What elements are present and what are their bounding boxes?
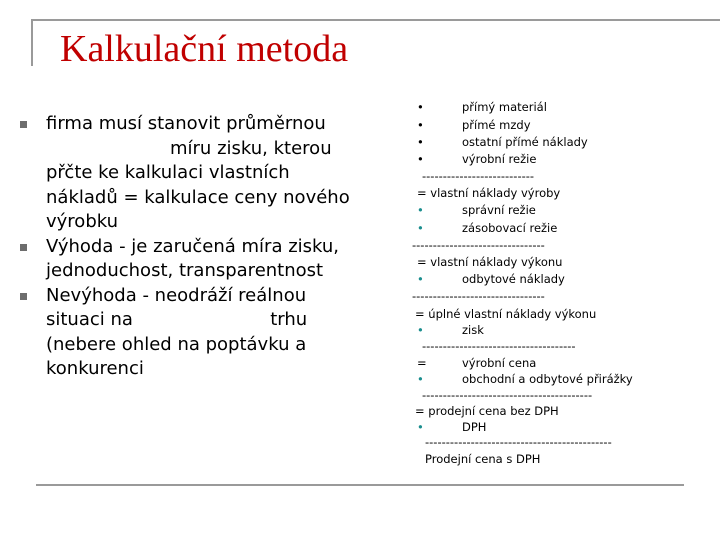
square-bullet-icon xyxy=(20,293,27,300)
bullet-line: situaci na trhu xyxy=(46,309,308,330)
bullet-line: jednoduchost, transparentnost xyxy=(46,260,324,281)
calc-row: = prodejní cena bez DPH xyxy=(415,404,559,418)
bullet-line: (nebere ohled na poptávku a xyxy=(46,333,307,355)
calc-row: přímé mzdy xyxy=(462,118,531,132)
frame-bottom-line xyxy=(36,484,684,486)
bullet-line: Výhoda - je zaručená míra zisku, xyxy=(46,235,340,257)
bullet-line: míru zisku, kterou xyxy=(170,137,332,159)
bullet-line: nákladů = kalkulace ceny nového xyxy=(46,186,350,208)
bullet-dot-icon: • xyxy=(417,323,424,337)
calc-row: zásobovací režie xyxy=(462,221,558,235)
square-bullet-icon xyxy=(20,121,27,128)
calc-row: DPH xyxy=(462,420,487,434)
calc-row: obchodní a odbytové přirážky xyxy=(462,372,633,386)
bullet-line: firma musí stanovit průměrnou xyxy=(46,113,326,134)
slide-title: Kalkulační metoda xyxy=(60,28,349,70)
bullet-dot-icon: • xyxy=(417,221,424,235)
bullet-dot-icon: • xyxy=(417,420,424,434)
calc-row: ostatní přímé náklady xyxy=(462,135,588,149)
bullet-item xyxy=(20,112,360,235)
bullet-line: konkurenci xyxy=(46,358,144,379)
calc-row: = vlastní náklady výkonu xyxy=(417,255,563,269)
separator-line: ------------------------------------- xyxy=(422,339,576,353)
bullet-line: výrobku xyxy=(46,211,119,232)
calc-row: = vlastní náklady výroby xyxy=(417,186,561,200)
square-bullet-icon xyxy=(20,244,27,251)
bullet-item xyxy=(20,284,360,382)
bullet-dot-icon: • xyxy=(417,100,424,114)
bullet-dot-icon: • xyxy=(417,203,424,217)
frame-top-line xyxy=(33,19,720,21)
bullet-line: Nevýhoda - neodráží reálnou xyxy=(46,284,307,306)
separator-line: -------------------------------- xyxy=(412,238,545,252)
separator-line: --------------------------- xyxy=(422,169,535,183)
bullet-dot-icon: • xyxy=(417,152,424,166)
bullet-list xyxy=(20,112,360,382)
calc-row: = xyxy=(417,356,427,370)
separator-line: -------------------------------- xyxy=(412,289,545,303)
bullet-dot-icon: • xyxy=(417,272,424,286)
calc-row: odbytové náklady xyxy=(462,272,565,286)
bullet-line: přčte ke kalkulaci vlastních xyxy=(46,162,290,183)
calc-row: výrobní režie xyxy=(462,152,537,166)
calc-row: Prodejní cena s DPH xyxy=(425,452,541,466)
bullet-dot-icon: • xyxy=(417,372,424,386)
bullet-item xyxy=(20,235,360,284)
separator-line: --------------------------------------------- xyxy=(425,435,612,449)
calc-row: přímý materiál xyxy=(462,100,547,114)
bullet-dot-icon: • xyxy=(417,135,424,149)
calc-row: správní režie xyxy=(462,203,536,217)
calc-row: = úplné vlastní náklady výkonu xyxy=(415,307,597,321)
bullet-dot-icon: • xyxy=(417,118,424,132)
calc-row: výrobní cena xyxy=(462,356,537,370)
frame-left-line xyxy=(31,19,33,66)
separator-line: ----------------------------------------- xyxy=(422,388,593,402)
calc-row: zisk xyxy=(462,323,484,337)
